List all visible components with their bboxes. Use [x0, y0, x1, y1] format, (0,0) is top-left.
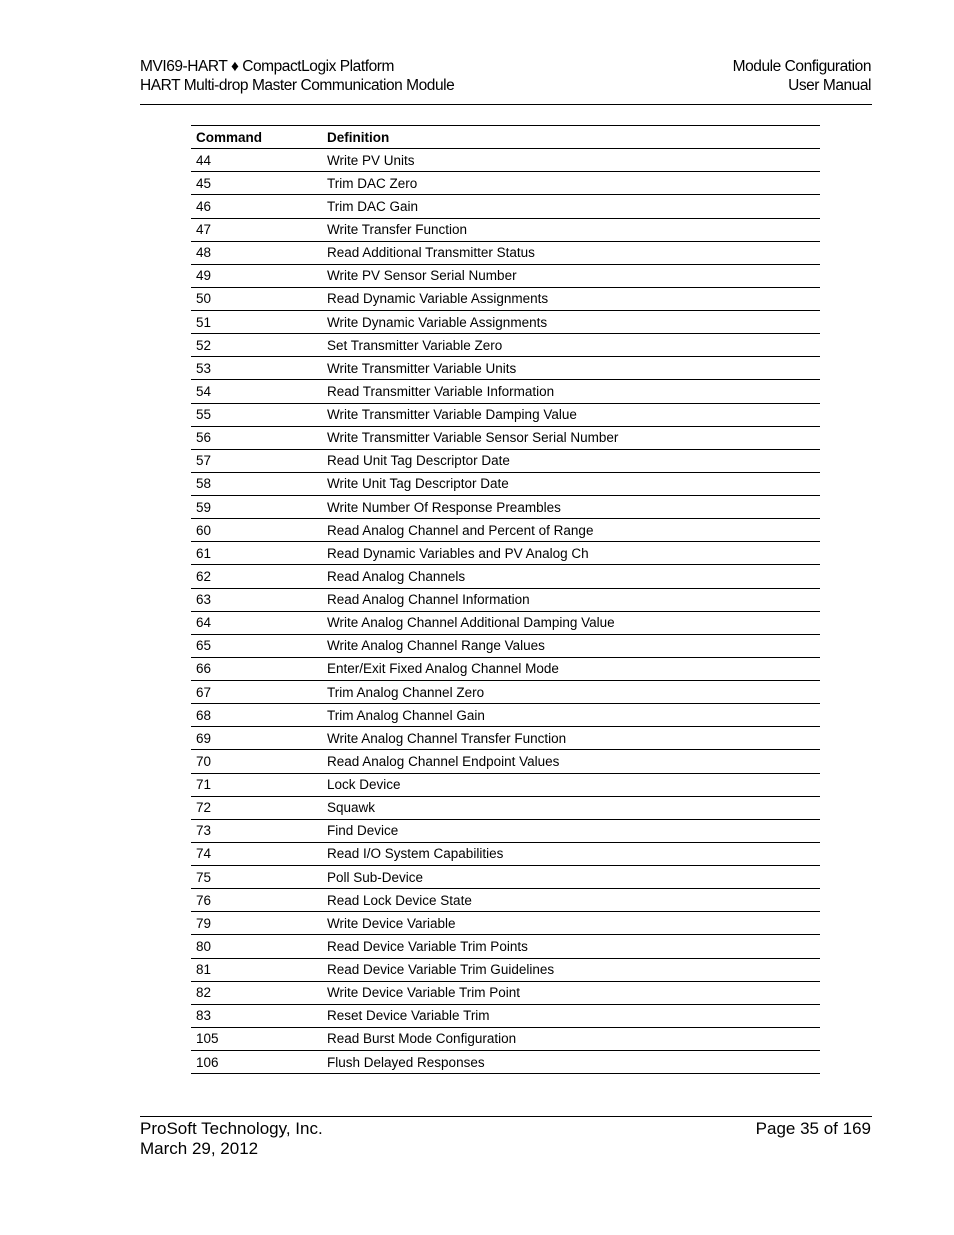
table-row — [191, 704, 820, 727]
table-row — [191, 195, 820, 218]
table-row — [191, 496, 820, 519]
command-definition-cell: Read I/O System Capabilities — [322, 842, 820, 865]
command-definition-cell: Trim Analog Channel Gain — [322, 704, 820, 727]
command-number-cell: 47 — [191, 218, 322, 241]
command-definition-cell: Poll Sub-Device — [322, 866, 820, 889]
table-row — [191, 634, 820, 657]
command-number-cell: 73 — [191, 819, 322, 842]
command-definition-cell: Write Number Of Response Preambles — [322, 496, 820, 519]
table-row — [191, 1027, 820, 1050]
table-row — [191, 611, 820, 634]
command-definition-cell: Write Device Variable — [322, 912, 820, 935]
command-number-cell: 53 — [191, 357, 322, 380]
table-row — [191, 334, 820, 357]
header-product-title: MVI69-HART ♦ CompactLogix Platform — [140, 58, 394, 75]
table-row — [191, 796, 820, 819]
command-number-cell: 61 — [191, 542, 322, 565]
header-module-title: HART Multi-drop Master Communication Module — [140, 77, 455, 94]
command-number-cell: 64 — [191, 611, 322, 634]
command-definition-cell: Read Device Variable Trim Guidelines — [322, 958, 820, 981]
header-divider — [140, 104, 872, 105]
command-number-cell: 67 — [191, 681, 322, 704]
command-definition-cell: Write Transmitter Variable Units — [322, 357, 820, 380]
table-row — [191, 958, 820, 981]
column-header-definition: Definition — [322, 126, 820, 149]
command-number-cell: 60 — [191, 519, 322, 542]
table-row — [191, 842, 820, 865]
table-row — [191, 380, 820, 403]
command-number-cell: 44 — [191, 149, 322, 172]
command-definition-cell: Write Dynamic Variable Assignments — [322, 311, 820, 334]
command-number-cell: 58 — [191, 472, 322, 495]
command-number-cell: 46 — [191, 195, 322, 218]
table-row — [191, 912, 820, 935]
command-definition-cell: Read Transmitter Variable Information — [322, 380, 820, 403]
command-definition-cell: Read Analog Channel Information — [322, 588, 820, 611]
table-header-row — [191, 126, 820, 149]
command-number-cell: 70 — [191, 750, 322, 773]
command-definition-cell: Write Transfer Function — [322, 218, 820, 241]
command-definition-cell: Read Device Variable Trim Points — [322, 935, 820, 958]
command-number-cell: 55 — [191, 403, 322, 426]
command-number-cell: 75 — [191, 866, 322, 889]
command-number-cell: 65 — [191, 634, 322, 657]
command-number-cell: 45 — [191, 172, 322, 195]
command-definition-cell: Write PV Units — [322, 149, 820, 172]
table-row — [191, 149, 820, 172]
command-number-cell: 48 — [191, 241, 322, 264]
command-number-cell: 69 — [191, 727, 322, 750]
table-row — [191, 565, 820, 588]
header-left — [140, 57, 454, 95]
command-definition-cell: Read Dynamic Variable Assignments — [322, 287, 820, 310]
footer-date: March 29, 2012 — [140, 1138, 259, 1158]
command-number-cell: 66 — [191, 657, 322, 680]
command-number-cell: 74 — [191, 842, 322, 865]
command-table-container — [191, 125, 820, 1074]
command-definition-cell: Lock Device — [322, 773, 820, 796]
table-row — [191, 403, 820, 426]
header-document-type: User Manual — [788, 77, 871, 94]
command-number-cell: 56 — [191, 426, 322, 449]
table-row — [191, 750, 820, 773]
table-row — [191, 449, 820, 472]
command-definition-cell: Read Burst Mode Configuration — [322, 1027, 820, 1050]
footer-divider — [140, 1116, 872, 1117]
command-table — [191, 125, 820, 1074]
command-definition-cell: Write Unit Tag Descriptor Date — [322, 472, 820, 495]
command-number-cell: 81 — [191, 958, 322, 981]
command-definition-cell: Reset Device Variable Trim — [322, 1004, 820, 1027]
command-definition-cell: Write Analog Channel Additional Damping Value — [322, 611, 820, 634]
command-number-cell: 68 — [191, 704, 322, 727]
command-definition-cell: Write PV Sensor Serial Number — [322, 264, 820, 287]
footer-left — [140, 1119, 323, 1158]
command-definition-cell: Find Device — [322, 819, 820, 842]
command-number-cell: 57 — [191, 449, 322, 472]
command-definition-cell: Read Additional Transmitter Status — [322, 241, 820, 264]
table-row — [191, 866, 820, 889]
command-definition-cell: Read Lock Device State — [322, 889, 820, 912]
footer-page-number: Page 35 of 169 — [755, 1119, 871, 1138]
command-number-cell: 80 — [191, 935, 322, 958]
table-row — [191, 727, 820, 750]
command-definition-cell: Write Analog Channel Range Values — [322, 634, 820, 657]
command-definition-cell: Read Analog Channel Endpoint Values — [322, 750, 820, 773]
table-row — [191, 357, 820, 380]
command-number-cell: 62 — [191, 565, 322, 588]
table-row — [191, 519, 820, 542]
table-row — [191, 1051, 820, 1074]
command-number-cell: 50 — [191, 287, 322, 310]
table-body — [191, 149, 820, 1074]
footer-company: ProSoft Technology, Inc. — [140, 1119, 323, 1138]
command-definition-cell: Read Analog Channel and Percent of Range — [322, 519, 820, 542]
header-right — [733, 57, 871, 95]
table-row — [191, 426, 820, 449]
command-definition-cell: Trim Analog Channel Zero — [322, 681, 820, 704]
table-row — [191, 311, 820, 334]
table-row — [191, 773, 820, 796]
command-definition-cell: Trim DAC Zero — [322, 172, 820, 195]
command-definition-cell: Enter/Exit Fixed Analog Channel Mode — [322, 657, 820, 680]
command-definition-cell: Write Transmitter Variable Sensor Serial Number — [322, 426, 820, 449]
table-row — [191, 588, 820, 611]
table-row — [191, 218, 820, 241]
table-row — [191, 472, 820, 495]
command-definition-cell: Write Analog Channel Transfer Function — [322, 727, 820, 750]
command-definition-cell: Write Transmitter Variable Damping Value — [322, 403, 820, 426]
command-number-cell: 59 — [191, 496, 322, 519]
command-definition-cell: Flush Delayed Responses — [322, 1051, 820, 1074]
command-definition-cell: Write Device Variable Trim Point — [322, 981, 820, 1004]
command-definition-cell: Read Analog Channels — [322, 565, 820, 588]
command-number-cell: 83 — [191, 1004, 322, 1027]
table-row — [191, 542, 820, 565]
command-number-cell: 76 — [191, 889, 322, 912]
table-row — [191, 1004, 820, 1027]
command-number-cell: 54 — [191, 380, 322, 403]
command-definition-cell: Squawk — [322, 796, 820, 819]
command-number-cell: 106 — [191, 1051, 322, 1074]
command-number-cell: 105 — [191, 1027, 322, 1050]
command-number-cell: 71 — [191, 773, 322, 796]
command-number-cell: 79 — [191, 912, 322, 935]
header-section-title: Module Configuration — [732, 58, 871, 75]
table-row — [191, 889, 820, 912]
command-number-cell: 52 — [191, 334, 322, 357]
command-number-cell: 82 — [191, 981, 322, 1004]
command-number-cell: 72 — [191, 796, 322, 819]
table-row — [191, 241, 820, 264]
command-definition-cell: Trim DAC Gain — [322, 195, 820, 218]
table-row — [191, 172, 820, 195]
command-number-cell: 49 — [191, 264, 322, 287]
table-row — [191, 819, 820, 842]
table-row — [191, 681, 820, 704]
table-row — [191, 657, 820, 680]
column-header-command: Command — [191, 126, 322, 149]
command-number-cell: 51 — [191, 311, 322, 334]
command-definition-cell: Read Dynamic Variables and PV Analog Ch — [322, 542, 820, 565]
table-row — [191, 981, 820, 1004]
table-row — [191, 264, 820, 287]
table-row — [191, 935, 820, 958]
command-number-cell: 63 — [191, 588, 322, 611]
command-definition-cell: Read Unit Tag Descriptor Date — [322, 449, 820, 472]
command-definition-cell: Set Transmitter Variable Zero — [322, 334, 820, 357]
table-row — [191, 287, 820, 310]
